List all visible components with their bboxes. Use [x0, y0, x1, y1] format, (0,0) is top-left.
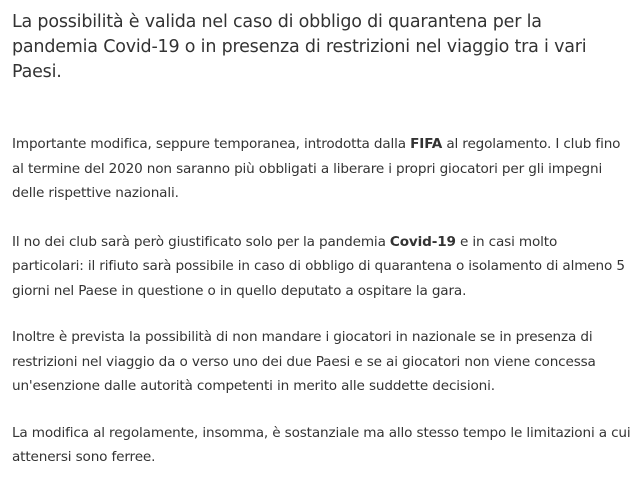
article-subtitle: La possibilità è valida nel caso di obbligo di quarantena per la pandemia Covid-19 o in presenza di restrizioni nel viaggio tra i vari Paesi. [12, 12, 587, 82]
covid-highlight: Covid-19 [389, 233, 456, 250]
fifa-highlight: FIFA [410, 136, 443, 152]
paragraph-2-text-end: e in casi molto particolari: il rifiuto sarà possibile in caso di obbligo di quarantena o isolamento di almeno 5 giorni nel Paese in questione o in quello deputato a ospitare la gara. [12, 233, 625, 299]
paragraph-4: La modifica al regolamente, insomma, è sostanziale ma allo stesso tempo le limitazioni a cui attenersi sono ferree. [12, 424, 631, 465]
paragraph-3: Inoltre è prevista la possibilità di non mandare i giocatori in nazionale se in presenza di restrizioni nel viaggio da o verso uno dei due Paesi e se ai giocatori non viene concessa un'esenzione dalle autorità competenti in merito alle suddette decisioni. [12, 329, 596, 394]
paragraph-1-text-start: Importante modifica, seppure temporanea, introdotta dalla [12, 136, 411, 152]
article-body [12, 0, 632, 470]
paragraph-2-text-start: Il no dei club sarà però giustificato solo per la pandemia [12, 233, 390, 250]
paragraph-2 [12, 230, 632, 304]
paragraph-1-text-end: al regolamento. I club fino al termine del 2020 non saranno più obbligati a liberare i propri giocatori per gli impegni delle rispettive nazionali. [12, 136, 621, 201]
paragraph-1 [12, 132, 632, 206]
